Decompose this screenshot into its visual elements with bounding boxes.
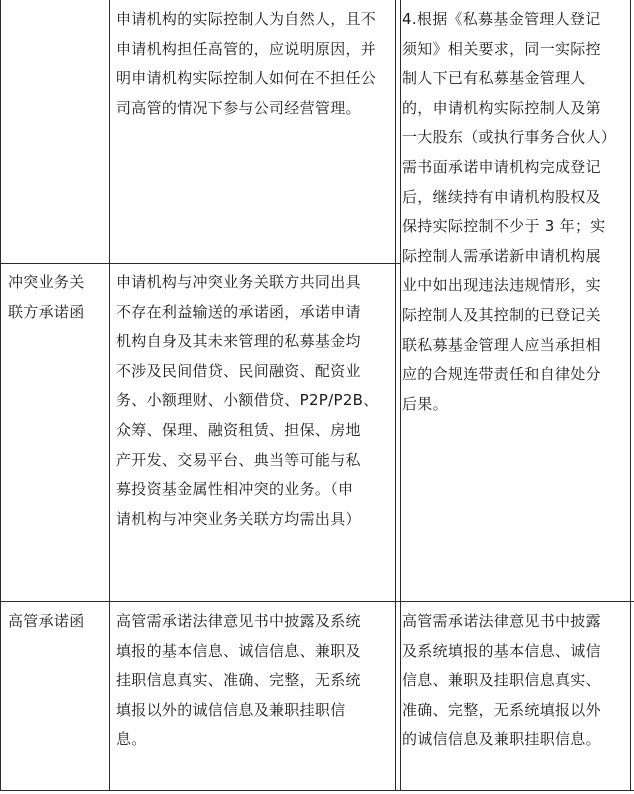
- text-line: 际控制人及其控制的已登记关: [402, 305, 601, 324]
- requirement-cell: [116, 5, 394, 123]
- text-line: 信息、兼职及挂职信息真实、: [402, 671, 601, 690]
- text-line: 后果。: [402, 394, 448, 413]
- text-line: 不涉及民间借贷、民间融资、配资业: [116, 361, 361, 380]
- label-cell: [8, 607, 104, 637]
- requirement-cell: [116, 607, 394, 755]
- row-divider: [0, 601, 634, 602]
- text-line: 请机构与冲突业务关联方均需出具）: [116, 509, 361, 528]
- text-line: 填报的基本信息、诚信信息、兼职及: [116, 641, 361, 660]
- text-line: 填报以外的诚信信息及兼职挂职信: [116, 700, 346, 719]
- table-left-border: [0, 0, 1, 791]
- text-line: 际控制人需承诺新申请机构展: [402, 246, 601, 265]
- text-line: 高管需承诺法律意见书中披露及系统: [116, 612, 361, 630]
- table-right-border: [630, 0, 631, 791]
- text-line: 挂职信息真实、准确、完整，无系统: [116, 671, 361, 690]
- text-line: 联私募基金管理人应当承担相: [402, 335, 601, 354]
- note-cell: [402, 5, 628, 419]
- text-line: 产开发、交易平台、典当等可能与私: [116, 450, 361, 469]
- text-line: 业中如出现违法违规情形，实: [402, 276, 601, 295]
- text-line: 须知》相关要求，同一实际控: [402, 39, 601, 58]
- requirement-cell: [116, 268, 394, 534]
- text-line: 司高管的情况下参与公司经营管理。: [116, 98, 361, 117]
- text-line: 的，申请机构实际控制人及第: [402, 98, 601, 117]
- text-line: 需书面承诺申请机构完成登记: [402, 157, 601, 176]
- column-divider: [109, 0, 110, 791]
- column-divider: [400, 0, 401, 791]
- text-line: 制人下已有私募基金管理人: [402, 69, 586, 88]
- text-line: 准确、完整，无系统填报以外: [402, 700, 601, 719]
- text-line: 募投资基金属性相冲突的业务。（申: [116, 480, 354, 499]
- text-line: 务、小额理财、小额借贷、P2P/P2B、: [116, 391, 379, 410]
- text-line: 申请机构的实际控制人为自然人，且不: [116, 10, 377, 28]
- text-line: 众筹、保理、融资租赁、担保、房地: [116, 420, 361, 439]
- text-line: 申请机构担任高管的，应说明原因，并: [116, 39, 377, 58]
- text-line: 的诚信信息及兼职挂职信息。: [402, 730, 601, 749]
- text-line: 及系统填报的基本信息、诚信: [402, 641, 601, 660]
- text-line: 息。: [116, 730, 147, 749]
- text-line: 联方承诺函: [8, 302, 85, 321]
- text-line: 应的合规连带责任和自律处分: [402, 365, 601, 384]
- column-divider: [395, 0, 396, 791]
- table-bottom-border: [0, 790, 634, 791]
- text-line: 4.根据《私募基金管理人登记: [402, 10, 601, 28]
- label-cell: [8, 268, 104, 327]
- text-line: 机构自身及其未来管理的私募基金均: [116, 332, 361, 351]
- row-divider: [0, 263, 400, 264]
- note-cell: [402, 607, 628, 755]
- text-line: 冲突业务关: [8, 273, 85, 291]
- text-line: 一大股东（或执行事务合伙人）: [402, 128, 617, 147]
- text-line: 不存在利益输送的承诺函，承诺申请: [116, 302, 361, 321]
- text-line: 明申请机构实际控制人如何在不担任公: [116, 69, 377, 88]
- text-line: 申请机构与冲突业务关联方共同出具: [116, 273, 361, 291]
- text-line: 高管承诺函: [8, 612, 85, 630]
- text-line: 后，继续持有申请机构股权及: [402, 187, 601, 206]
- text-line: 保持实际控制不少于 3 年；实: [402, 217, 606, 236]
- text-line: 高管需承诺法律意见书中披露: [402, 612, 601, 630]
